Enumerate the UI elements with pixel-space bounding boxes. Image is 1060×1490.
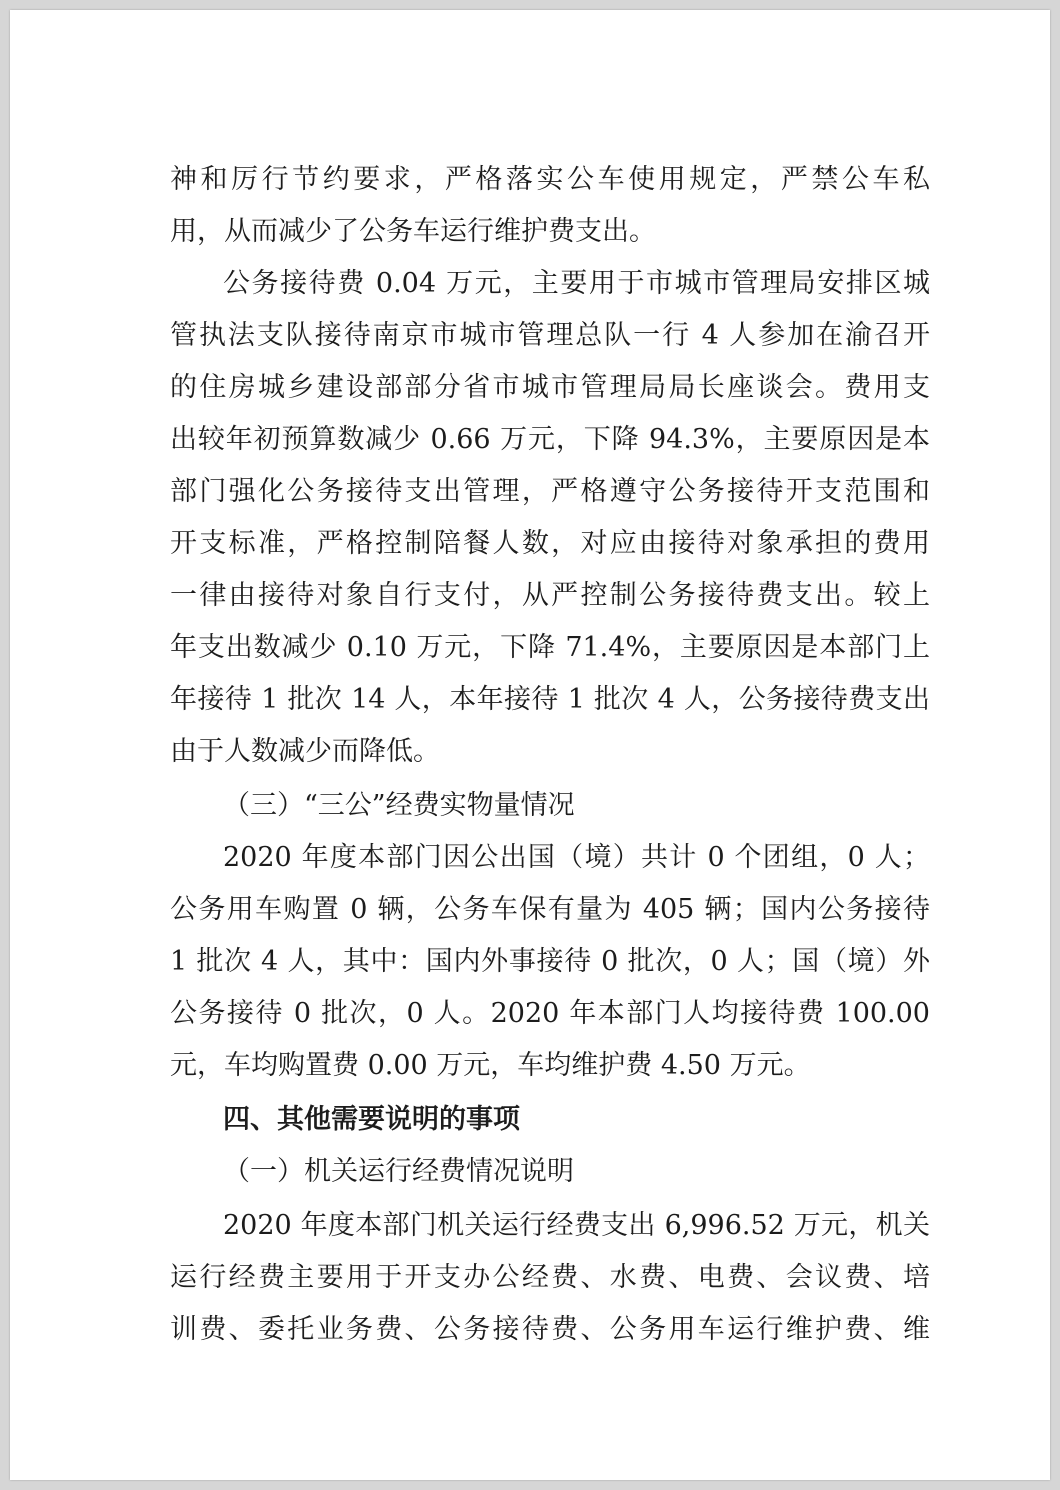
paragraph-line: 的住房城乡建设部部分省市城市管理局局长座谈会。费用支 — [170, 372, 930, 403]
paragraph-line: 管执法支队接待南京市城市管理总队一行 4 人参加在渝召开 — [170, 320, 930, 351]
paragraph-line: 用，从而减少了公务车运行维护费支出。 — [170, 216, 656, 247]
paragraph-line: 元，车均购置费 0.00 万元，车均维护费 4.50 万元。 — [170, 1050, 811, 1081]
paragraph-line: 部门强化公务接待支出管理，严格遵守公务接待开支范围和 — [170, 476, 930, 507]
paragraph-line: 1 批次 4 人，其中：国内外事接待 0 批次，0 人；国（境）外 — [170, 946, 930, 977]
section-heading: 四、其他需要说明的事项 — [223, 1104, 520, 1135]
paragraph-line: 公务用车购置 0 辆，公务车保有量为 405 辆；国内公务接待 — [170, 894, 930, 925]
paragraph-line: 2020 年度本部门因公出国（境）共计 0 个团组，0 人； — [223, 842, 930, 873]
section-subheading: （三）“三公”经费实物量情况 — [223, 790, 575, 821]
document-page — [10, 10, 1050, 1480]
paragraph-line: 年支出数减少 0.10 万元，下降 71.4%，主要原因是本部门上 — [170, 632, 930, 663]
paragraph-line: 由于人数减少而降低。 — [170, 736, 440, 767]
paragraph-line: 年接待 1 批次 14 人，本年接待 1 批次 4 人，公务接待费支出 — [170, 684, 930, 715]
paragraph-line: 一律由接待对象自行支付，从严控制公务接待费支出。较上 — [170, 580, 930, 611]
paragraph-line: 训费、委托业务费、公务接待费、公务用车运行维护费、维 — [170, 1314, 930, 1345]
section-subheading: （一）机关运行经费情况说明 — [223, 1156, 574, 1187]
paragraph-line: 出较年初预算数减少 0.66 万元，下降 94.3%，主要原因是本 — [170, 424, 930, 455]
paragraph-line: 2020 年度本部门机关运行经费支出 6,996.52 万元，机关 — [223, 1210, 930, 1241]
paragraph-line: 公务接待 0 批次，0 人。2020 年本部门人均接待费 100.00 — [170, 998, 930, 1029]
paragraph-line: 开支标准，严格控制陪餐人数，对应由接待对象承担的费用 — [170, 528, 930, 559]
paragraph-line: 运行经费主要用于开支办公经费、水费、电费、会议费、培 — [170, 1262, 930, 1293]
paragraph-line: 神和厉行节约要求，严格落实公车使用规定，严禁公车私 — [170, 164, 930, 195]
paragraph-line: 公务接待费 0.04 万元，主要用于市城市管理局安排区城 — [223, 268, 930, 299]
